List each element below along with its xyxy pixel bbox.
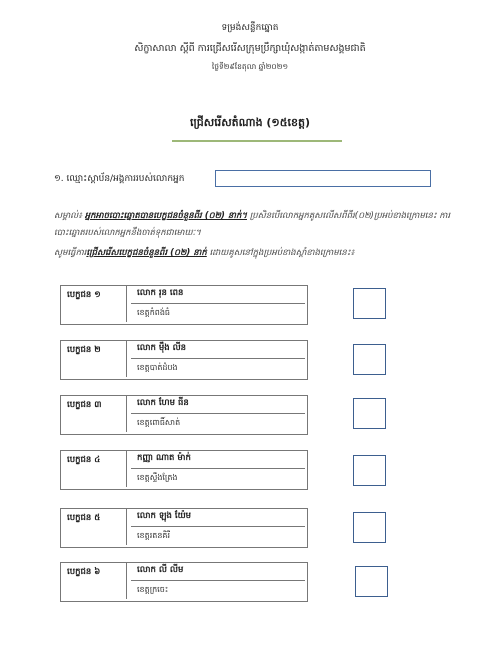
candidate-name: លោក ឡុង យ៉ែម — [131, 509, 305, 527]
candidate-province: ខេត្តបាត់ដំបង — [137, 363, 178, 372]
candidate-row — [60, 395, 308, 435]
workshop-date: ថ្ងៃទី២៩ខែតុលា ឆ្នាំ២០២១ — [211, 62, 289, 71]
candidate-2-checkbox[interactable] — [353, 344, 386, 375]
organization-label: ១. ឈ្មោះស្តាប័ន/អង្គការរបស់លោកអ្នក — [54, 174, 185, 184]
workshop-title: សិក្ខាសាលា ស្តីពី ការជ្រើសរើសក្រុមប្រឹក្សាឃុំសង្កាត់តាមសង្គមជាតិ — [134, 43, 366, 54]
candidate-5-checkbox[interactable] — [353, 512, 386, 543]
candidate-number: បេក្ខជន ១ — [61, 286, 127, 322]
candidate-province: ខេត្តរតនគិរី — [137, 531, 171, 540]
candidate-3-checkbox[interactable] — [353, 398, 386, 429]
candidate-name: លោក លី លីម — [131, 563, 305, 581]
candidate-row — [60, 450, 308, 490]
candidate-number: បេក្ខជន ៦ — [61, 563, 127, 599]
candidate-name: កញ្ញា ណាត ម៉ាក់ — [131, 451, 305, 469]
candidate-1-checkbox[interactable] — [353, 288, 386, 319]
candidate-province: ខេត្តកំពង់ធំ — [137, 308, 171, 317]
candidate-4-checkbox[interactable] — [353, 455, 386, 486]
candidate-row — [60, 285, 308, 325]
form-heading: ទម្រង់សន្លឹកឆ្នោត — [221, 23, 279, 33]
voting-note: សម្គាល់៖ អ្នកអាចបោះឆ្នោតបានបេក្ខជនចំនួនពីរ (០២) នាក់។ ប្រសិនបើលោកអ្នកគូសលើសពីពីរ(០២)ប្រអប់ខាងក្រោមនេះ ការបោះឆ្នោតរបស់លោកអ្នកនឹងចាត់ទុកជាមោឃៈ។ — [54, 211, 451, 238]
candidate-number: បេក្ខជន ២ — [61, 341, 127, 377]
candidate-number: បេក្ខជន ៥ — [61, 509, 127, 545]
candidate-name: លោក រុន ពេន — [131, 286, 305, 304]
candidate-number: បេក្ខជន ៤ — [61, 451, 127, 487]
candidate-province: ខេត្តពោធិ៍សាត់ — [137, 418, 181, 427]
voting-instruction: សូមធ្វើការជ្រើសរើសបេក្ខជនចំនួនពីរ (០២) នាក់ ដោយគូសនៅក្នុងប្រអប់ខាងស្តាំខាងក្រោមនេះ៖ — [54, 248, 355, 258]
candidate-row — [60, 340, 308, 380]
candidate-province: ខេត្តស្ទឹងត្រែង — [137, 473, 178, 482]
candidate-name: លោក ម៉ឹង លីន — [131, 341, 305, 359]
ballot-title: ជ្រើសរើសតំណាង (១៥ខេត្ត) — [189, 116, 311, 129]
candidate-6-checkbox[interactable] — [355, 566, 388, 597]
candidate-row — [60, 562, 308, 602]
title-underline — [172, 140, 342, 142]
candidate-province: ខេត្តក្រចេះ — [137, 585, 169, 594]
organization-name-field[interactable] — [215, 170, 431, 187]
candidate-number: បេក្ខជន ៣ — [61, 396, 127, 432]
candidate-name: លោក ហែម ធីន — [131, 396, 305, 414]
candidate-row — [60, 508, 308, 548]
